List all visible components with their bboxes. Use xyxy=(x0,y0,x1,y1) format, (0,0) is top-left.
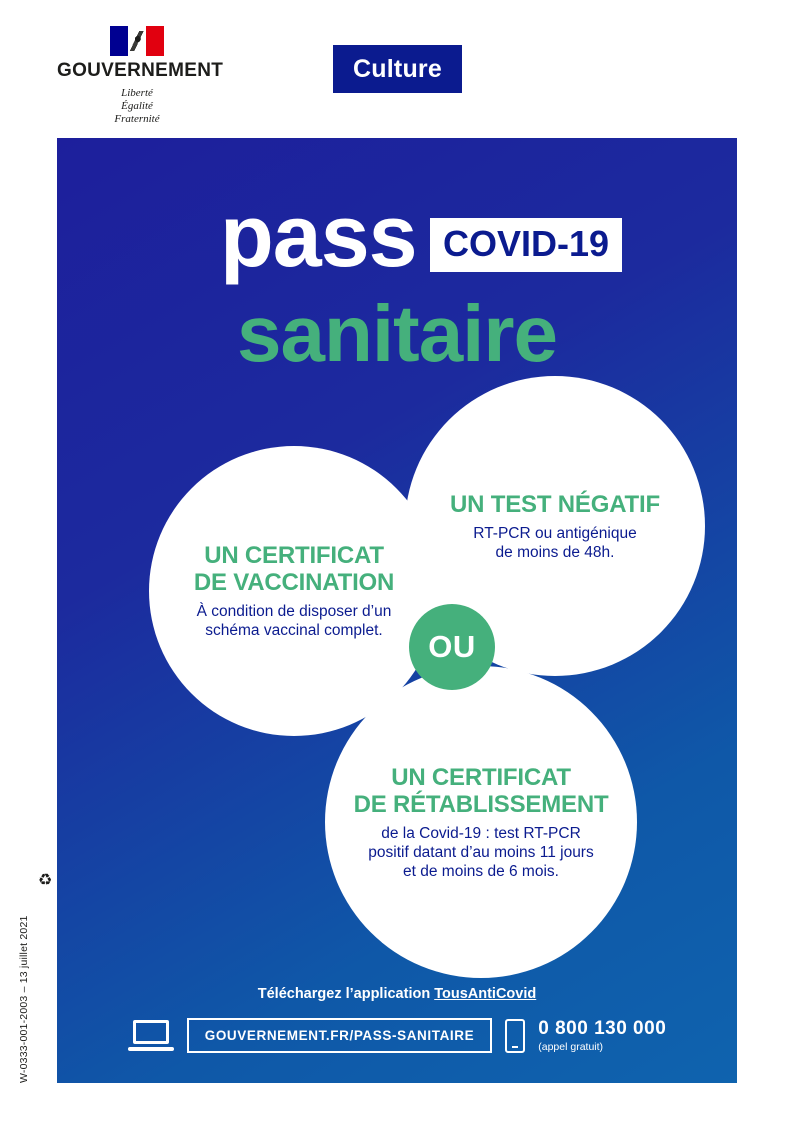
phone-number[interactable]: 0 800 130 000 xyxy=(538,1018,667,1039)
page-header xyxy=(0,0,794,138)
poster-title-block xyxy=(57,186,737,378)
government-logo xyxy=(57,26,224,126)
option-vaccination-subtitle xyxy=(197,602,392,640)
option-retablissement-title xyxy=(354,764,609,818)
poster-title-line-1 xyxy=(57,186,737,290)
option-test-title xyxy=(450,491,660,518)
laptop-screen-shape xyxy=(133,1020,169,1044)
poster-panel xyxy=(57,138,737,1083)
sector-badge-label: Culture xyxy=(353,54,442,83)
poster-title-covid-tag: COVID-19 xyxy=(430,218,622,272)
flag-white-band-marianne xyxy=(128,26,146,56)
french-flag-icon xyxy=(110,26,164,56)
app-download-prefix: Téléchargez l’application xyxy=(257,986,435,1002)
option-vaccination-title-line-1: UN CERTIFICAT xyxy=(204,542,384,569)
connector-badge-ou: OU xyxy=(409,604,495,690)
phone-block xyxy=(538,1018,666,1053)
option-test-subtitle xyxy=(473,524,636,562)
option-vaccination-title-line-2: DE VACCINATION xyxy=(193,569,395,596)
option-retablissement-title-line-1: UN CERTIFICAT xyxy=(391,763,571,791)
contact-row xyxy=(57,1018,737,1053)
flag-blue-band xyxy=(110,26,128,56)
option-retablissement-sub-line-1: de la Covid-19 : test RT-PCR xyxy=(381,824,581,842)
laptop-base-shape xyxy=(128,1047,174,1051)
phone-free-note: (appel gratuit) xyxy=(538,1041,604,1053)
option-retablissement-title-line-2: DE RÉTABLISSEMENT xyxy=(353,790,609,818)
option-test-sub-line-2: de moins de 48h. xyxy=(495,543,615,561)
app-name-tousanticovid[interactable]: TousAntiCovid xyxy=(434,986,537,1002)
flag-red-band xyxy=(146,26,164,56)
option-retablissement-sub-line-2: positif datant d’au moins 11 jours xyxy=(368,843,594,861)
motto-line-1: Liberté xyxy=(121,87,153,99)
recycling-icon: ♻ xyxy=(38,872,53,889)
republic-motto xyxy=(57,87,217,126)
option-retablissement-sub-line-3: et de moins de 6 mois. xyxy=(403,862,559,880)
laptop-icon xyxy=(128,1020,174,1052)
option-test-sub-line-1: RT-PCR ou antigénique xyxy=(473,524,637,542)
option-retablissement-subtitle xyxy=(368,824,593,881)
option-vaccination-sub-line-2: schéma vaccinal complet. xyxy=(205,622,383,639)
smartphone-icon xyxy=(505,1019,525,1053)
option-test-title-line-1: UN TEST NÉGATIF xyxy=(450,490,660,518)
poster-title-word-sanitaire: sanitaire xyxy=(236,289,558,378)
government-wordmark: GOUVERNEMENT xyxy=(57,60,224,81)
poster-title-word-pass: pass xyxy=(220,186,417,285)
option-vaccination-sub-line-1: À condition de disposer d’un xyxy=(196,603,392,620)
motto-line-2: Égalité xyxy=(121,100,153,112)
document-reference: W-0333-001-2003 – 13 juillet 2021 xyxy=(18,915,30,1083)
motto-line-3: Fraternité xyxy=(114,113,160,125)
website-url-box[interactable]: GOUVERNEMENT.FR/PASS-SANITAIRE xyxy=(187,1018,493,1053)
option-circle-retablissement xyxy=(325,666,637,978)
app-download-line xyxy=(57,986,737,1002)
sector-badge-culture xyxy=(333,45,462,93)
option-vaccination-title xyxy=(194,542,394,596)
